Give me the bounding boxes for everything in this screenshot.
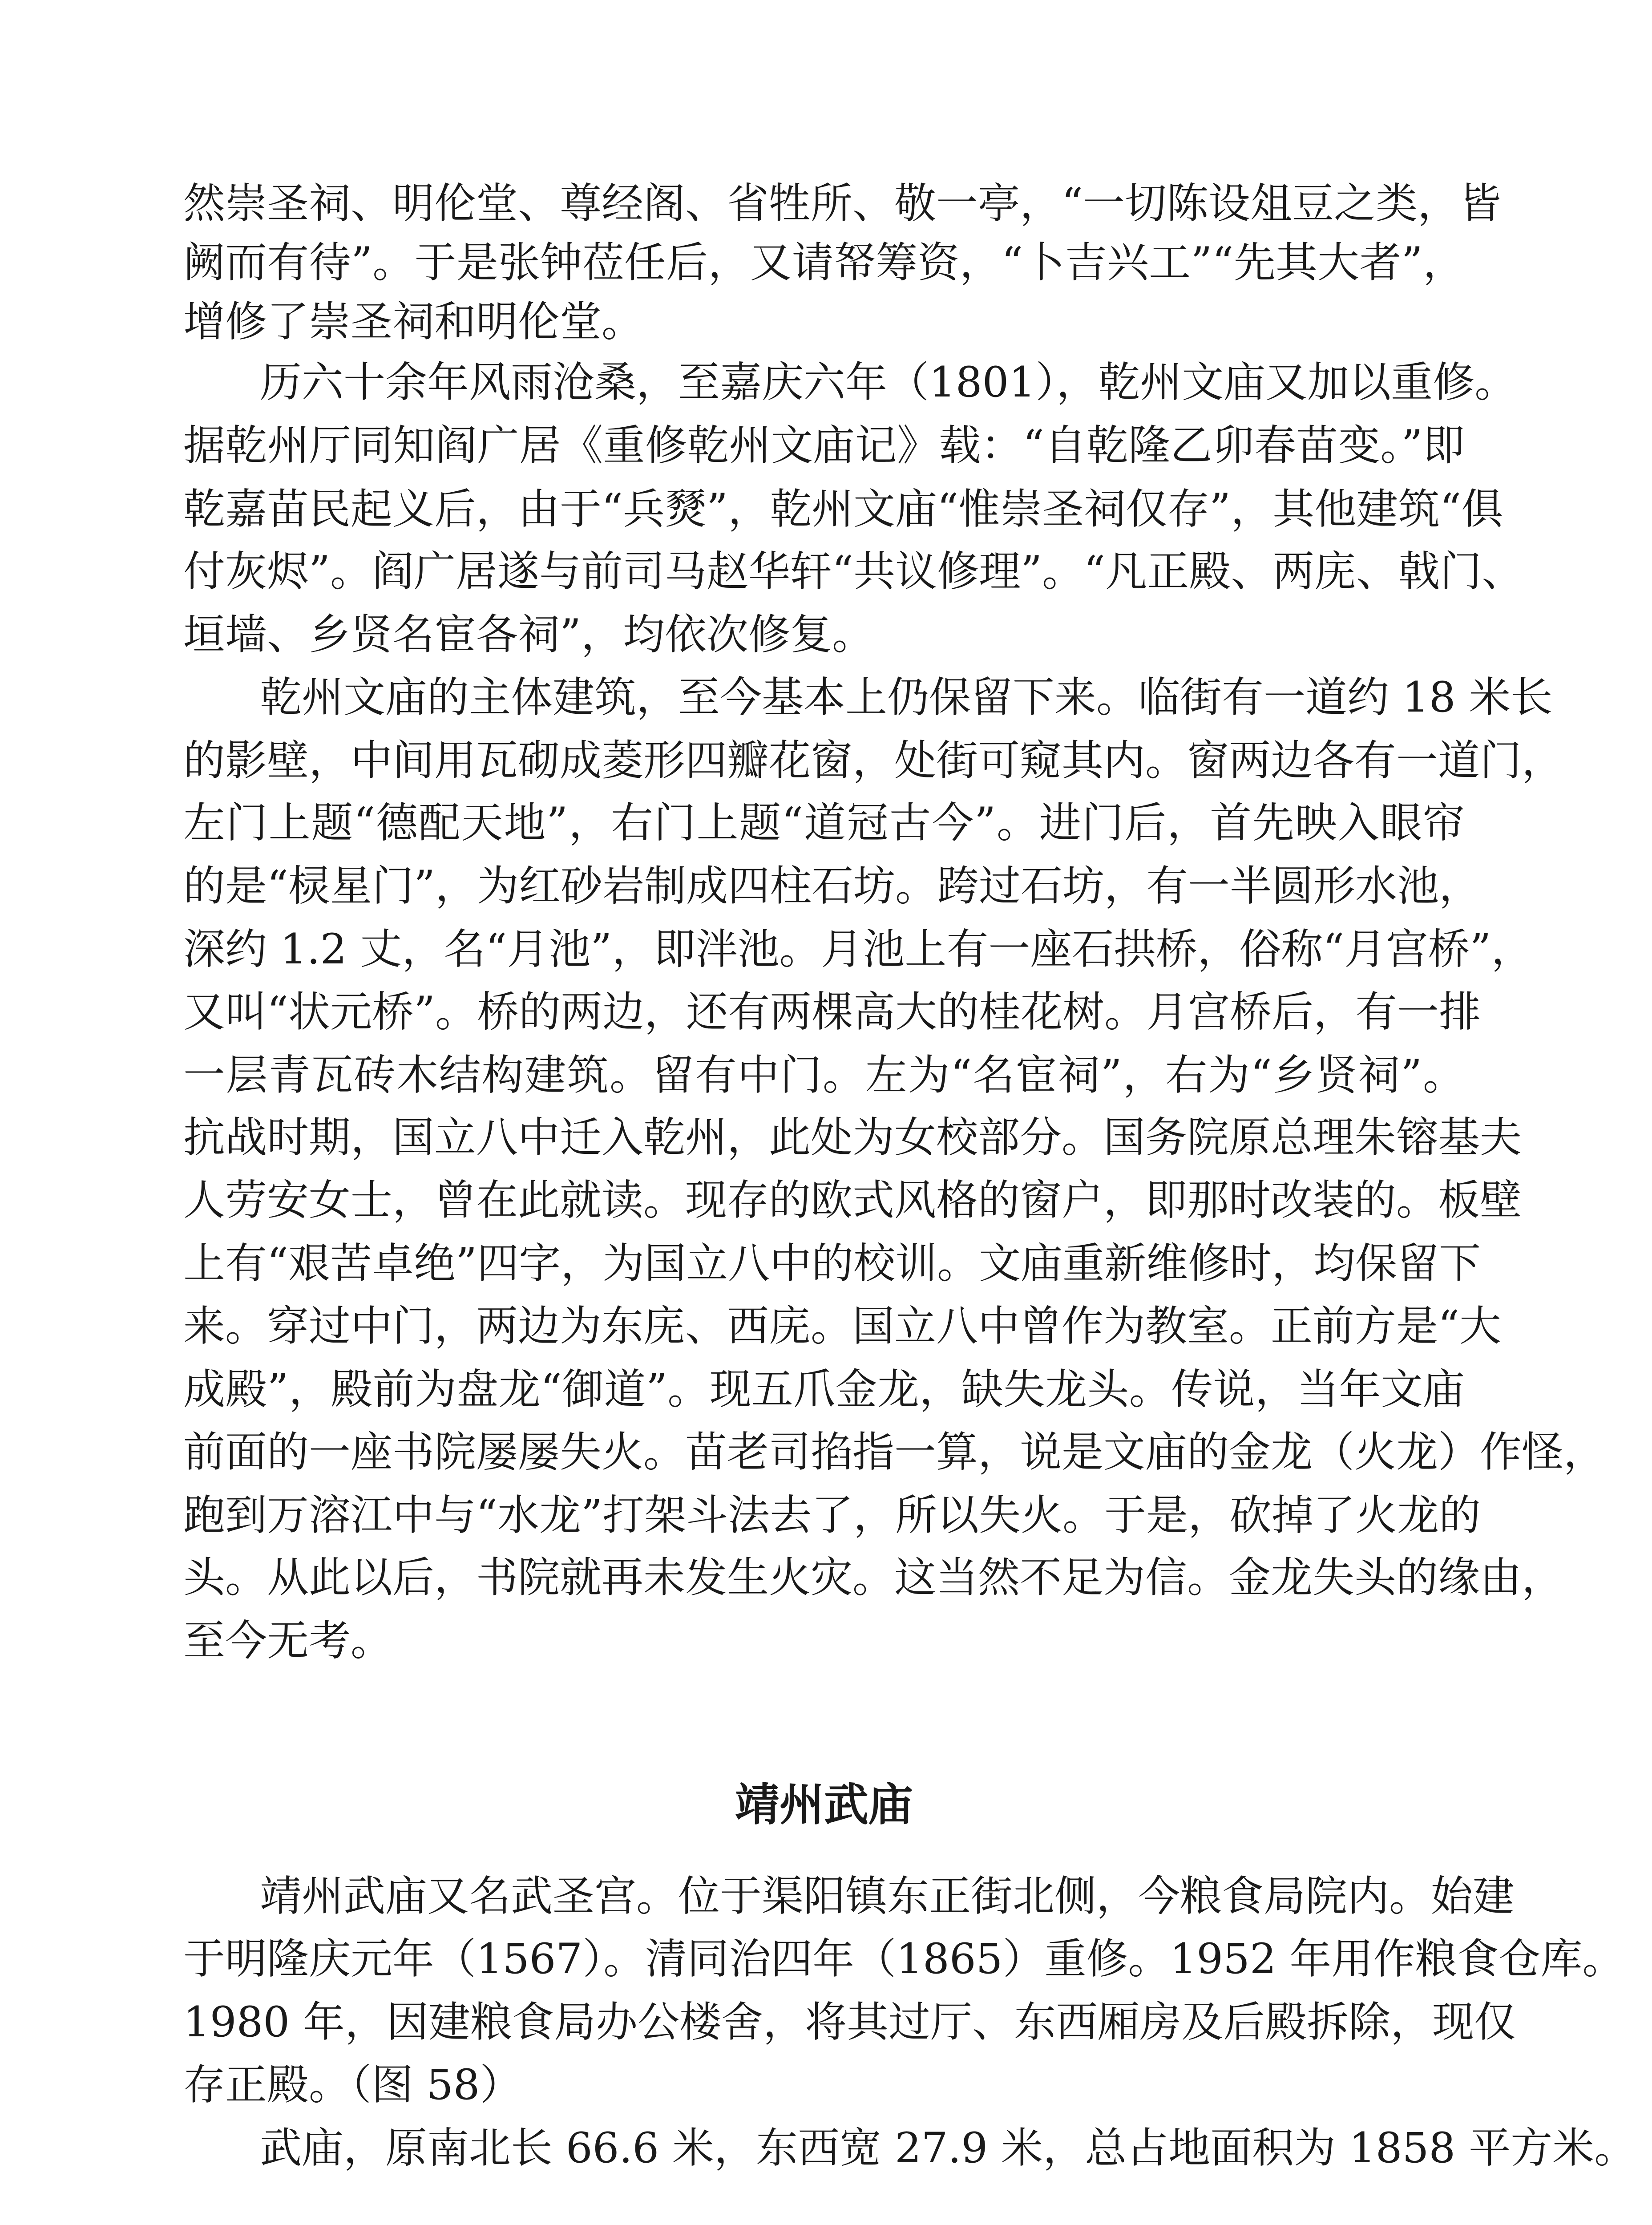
body-line: 据乾州厅同知阎广居《重修乾州文庙记》载：“自乾隆乙卯春苗变。”即 <box>183 421 1465 470</box>
body-line: 来。穿过中门，两边为东庑、西庑。国立八中曾作为教室。正前方是“大 <box>183 1302 1502 1351</box>
body-line: 垣墙、乡贤名宦各祠”，均依次修复。 <box>183 611 874 659</box>
body-line: 历六十余年风雨沧桑，至嘉庆六年（1801），乾州文庙又加以重修。 <box>260 358 1517 407</box>
body-line: 阙而有待”。于是张钟莅任后，又请帑筹资，“卜吉兴工”“先其大者”， <box>183 239 1465 287</box>
body-line: 上有“艰苦卓绝”四字，为国立八中的校训。文庙重新维修时，均保留下 <box>183 1239 1481 1288</box>
body-line: 抗战时期，国立八中迁入乾州，此处为女校部分。国务院原总理朱镕基夫 <box>183 1113 1522 1162</box>
body-line: 人劳安女士，曾在此就读。现存的欧式风格的窗户，即那时改装的。板壁 <box>183 1176 1522 1225</box>
body-line: 成殿”，殿前为盘龙“御道”。现五爪金龙，缺失龙头。传说，当年文庙 <box>183 1365 1465 1414</box>
body-line: 乾嘉苗民起义后，由于“兵燹”，乾州文庙“惟崇圣祠仅存”，其他建筑“俱 <box>183 485 1503 534</box>
body-line: 跑到万溶江中与“水龙”打架斗法去了，所以失火。于是，砍掉了火龙的 <box>183 1491 1481 1540</box>
body-line: 至今无考。 <box>183 1617 393 1665</box>
body-line: 深约 1.2 丈，名“月池”，即泮池。月池上有一座石拱桥，俗称“月宫桥”， <box>183 925 1533 974</box>
body-line: 乾州文庙的主体建筑，至今基本上仍保留下来。临街有一道约 18 米长 <box>260 673 1553 722</box>
body-line: 左门上题“德配天地”，右门上题“道冠古今”。进门后，首先映入眼帘 <box>183 799 1465 847</box>
body-line: 增修了崇圣祠和明伦堂。 <box>183 298 644 346</box>
body-line: 一层青瓦砖木结构建筑。留有中门。左为“名宦祠”，右为“乡贤祠”。 <box>183 1051 1465 1100</box>
section-title: 靖州武庙 <box>735 1778 913 1831</box>
section-line: 于明隆庆元年（1567）。清同治四年（1865）重修。1952 年用作粮食仓库。 <box>183 1935 1624 1983</box>
body-line: 然崇圣祠、明伦堂、尊经阁、省牲所、敬一亭，“一切陈设俎豆之类，皆 <box>183 179 1502 228</box>
section-line: 靖州武庙又名武圣宫。位于渠阳镇东正街北侧，今粮食局院内。始建 <box>260 1872 1515 1921</box>
body-line: 前面的一座书院屡屡失火。苗老司掐指一算，说是文庙的金龙（火龙）作怪， <box>183 1428 1606 1477</box>
section-line: 存正殿。（图 58） <box>183 2061 522 2109</box>
body-line: 头。从此以后，书院就再未发生火灾。这当然不足为信。金龙失头的缘由， <box>183 1553 1564 1602</box>
body-line: 付灰烬”。阎广居遂与前司马赵华轩“共议修理”。“凡正殿、两庑、戟门、 <box>183 547 1524 596</box>
body-line: 的是“棂星门”，为红砂岩制成四柱石坊。跨过石坊，有一半圆形水池， <box>183 862 1481 910</box>
body-line: 的影壁，中间用瓦砌成菱形四瓣花窗，处街可窥其内。窗两边各有一道门， <box>183 736 1564 785</box>
section-line: 武庙，原南北长 66.6 米，东西宽 27.9 米，总占地面积为 1858 平方米。 <box>260 2124 1636 2172</box>
body-line: 又叫“状元桥”。桥的两边，还有两棵高大的桂花树。月宫桥后，有一排 <box>183 988 1481 1036</box>
section-line: 1980 年，因建粮食局办公楼舍，将其过厅、东西厢房及后殿拆除，现仅 <box>183 1998 1516 2047</box>
